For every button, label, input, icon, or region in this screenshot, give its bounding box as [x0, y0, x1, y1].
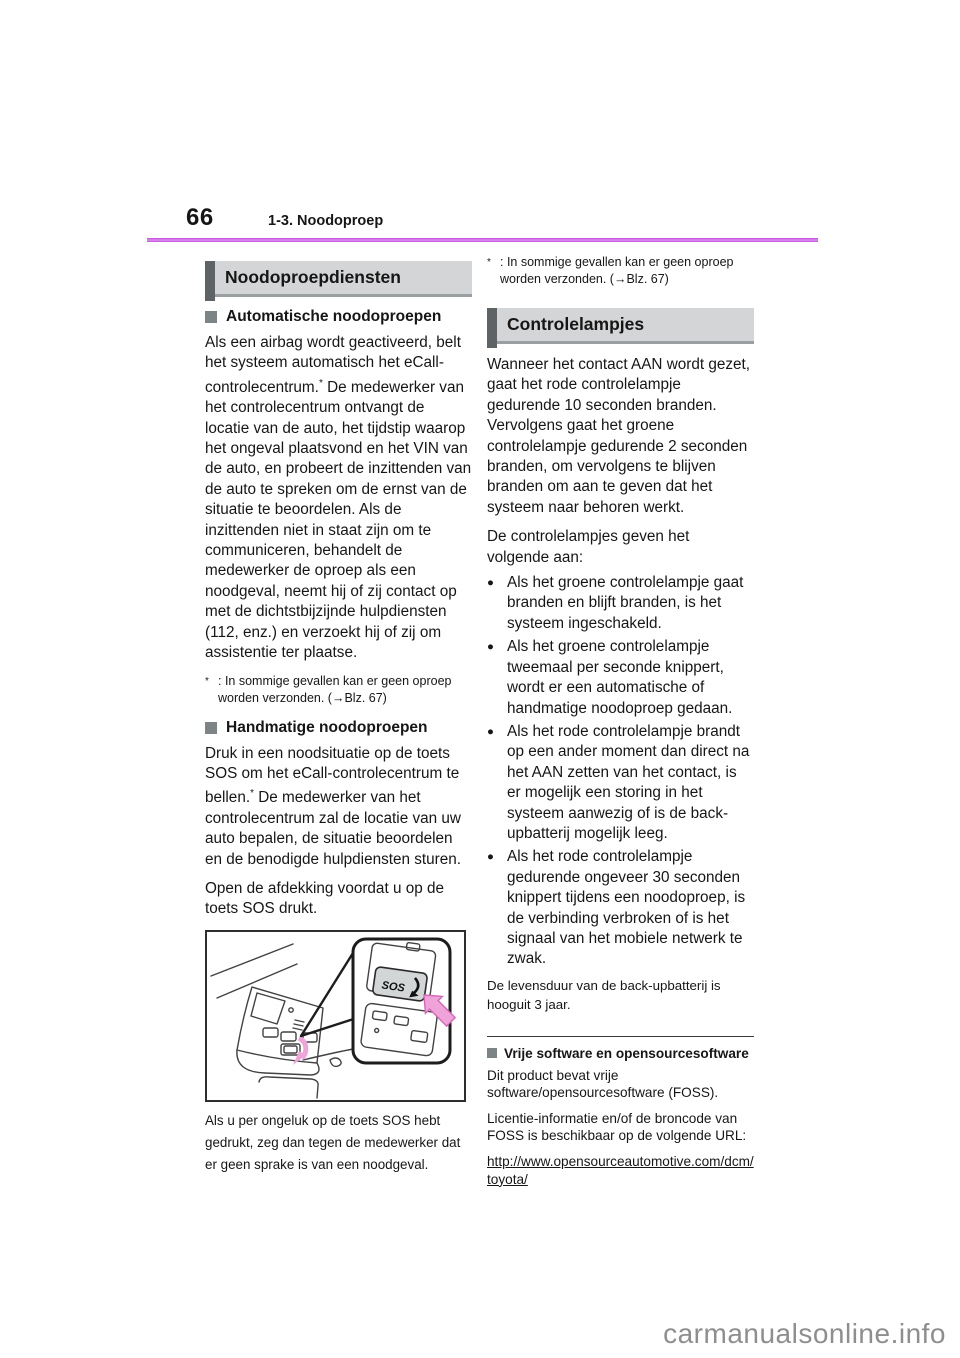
section-heading-label: Controlelampjes [497, 308, 754, 341]
watermark: carmanualsonline.info [663, 1318, 946, 1349]
console-button [263, 1028, 278, 1037]
bullet-dot-icon: ● [487, 641, 494, 654]
asterisk-icon: * [487, 257, 491, 268]
hook-detail [330, 1058, 341, 1066]
foss-paragraph-1: Dit product bevat vrije software/opensourcesoftware (FOSS). [487, 1067, 719, 1101]
section-heading-label: Noodoproepdiensten [215, 261, 472, 294]
console-body [237, 987, 323, 1063]
list-item-text: Als het groene controlelampje gaat branden en blijft branden, is het systeem ingeschakeld. [507, 574, 744, 632]
paragraph-controlelampjes-1: Wanneer het contact AAN wordt gezet, gaat het rode controlelampje gedurende 10 seconden branden. Vervolgens gaat het groene controlelampje gedurende 2 seconden branden, om vervolgens te blijven branden om aan te geven dat het systeem naar behoren werkt. [487, 356, 751, 516]
paragraph-text: De medewerker van het controlecentrum zal de locatie van uw auto bepalen, de situatie beoordelen en de benodigde hulpdiensten sturen. [205, 789, 462, 868]
footnote-left [205, 673, 472, 707]
foss-info-block [487, 1036, 754, 1189]
vent-lines [293, 1020, 304, 1030]
page-number: 66 [186, 204, 214, 231]
paragraph-automatische [205, 333, 472, 664]
square-bullet-icon [487, 1048, 497, 1058]
foss-url-link[interactable]: http://www.opensourceautomotive.com/dcm/toyota/ [487, 1153, 754, 1187]
paragraph-open-afdekking: Open de afdekking voordat u op de toets SOS drukt. [205, 879, 444, 918]
paragraph-handmatige [205, 744, 472, 870]
footnote-ref: * [250, 788, 254, 800]
paragraph-text: Als een airbag wordt geactiveerd, belt het systeem automatisch het eCall-controlecentrum. [205, 334, 461, 396]
footnote-marker [205, 673, 218, 707]
sensor-dot [289, 1008, 293, 1012]
heading-accent-bar [205, 261, 215, 301]
right-column [487, 252, 754, 1189]
section-heading-noodoproepdiensten [205, 261, 472, 294]
list-item [487, 573, 754, 634]
footnote-right [487, 254, 754, 288]
footnote-text: : In sommige gevallen kan er geen oproep worden verzonden. (→Blz. 67) [218, 673, 452, 705]
list-item-text: Als het rode controlelampje gedurende ongeveer 30 seconden knippert tijdens een noodoproep, is de verbinding verbroken of is het signaal van het mobiele netwerk te zwak. [507, 848, 746, 968]
maplight-window [251, 993, 285, 1024]
sos-cover-inner [284, 1046, 297, 1053]
footnote-text: : In sommige gevallen kan er geen oproep worden verzonden. (→Blz. 67) [500, 255, 734, 286]
rearview-mirror [259, 1077, 318, 1098]
chapter-title: 1-3. Noodoproep [268, 213, 384, 229]
subsection-handmatige [205, 719, 472, 737]
footnote-ref: * [318, 377, 323, 389]
bullet-dot-icon: ● [487, 577, 494, 590]
asterisk-icon: * [205, 675, 209, 687]
section-heading-controlelampjes [487, 308, 754, 341]
header-accent-rule [147, 238, 818, 242]
subsection-label: Automatische noodoproepen [226, 308, 442, 325]
foss-heading-label: Vrije software en opensourcesoftware [504, 1045, 749, 1061]
sos-button-label: SOS [380, 979, 406, 995]
left-column [205, 261, 472, 1176]
list-item [487, 847, 754, 969]
battery-note: De levensduur van de back-upbatterij is hooguit 3 jaar. [487, 977, 721, 1012]
list-item [487, 722, 754, 844]
footnote-marker [487, 254, 500, 288]
square-bullet-icon [205, 311, 217, 323]
paragraph-text: Druk in een noodsituatie op de toets SOS om het eCall-controlecentrum te bellen. [205, 744, 460, 807]
list-item [487, 637, 754, 719]
foss-paragraph-2: Licentie-informatie en/of de broncode van FOSS is beschikbaar op de volgende URL: [487, 1110, 747, 1144]
heading-accent-bar [487, 308, 497, 348]
sos-button-illustration [205, 930, 466, 1102]
bullet-dot-icon: ● [487, 725, 494, 738]
subsection-automatische [205, 308, 472, 326]
console-line-art [207, 932, 464, 1100]
list-item-text: Als het groene controlelampje tweemaal per seconde knippert, wordt er een automatische of handmatige noodoproep gedaan. [507, 638, 733, 717]
paragraph-controlelampjes-2: De controlelampjes geven het volgende aan: [487, 528, 690, 566]
console-button [281, 1032, 296, 1041]
list-item-text: Als het rode controlelampje brandt op een ander moment dan direct na het AAN zetten van het contact, is er mogelijk een storing in het systeem aanwezig of is de back-upbatterij mogelijk leeg. [507, 722, 750, 842]
bullet-dot-icon: ● [487, 851, 494, 864]
paragraph-text: De medewerker van het controlecentrum ontvangt de locatie van de auto, het tijdstip waarop het ongeval plaatsvond en het VIN van de auto, en probeert de inzittenden van de auto te spreken om de ernst van de situatie te beoordelen. Als de inzittenden niet in staat zijn om te communiceren, behandelt de medewerker de oproep als een noodgeval, neemt hij of zij contact op met de dichtstbijzijnde hulpdiensten (112, enz.) en verzoekt hij of zij om assistentie ter plaatse. [205, 378, 472, 662]
square-bullet-icon [205, 722, 217, 734]
foss-heading [487, 1046, 754, 1061]
figure-caption: Als u per ongeluk op de toets SOS hebt gedrukt, zeg dan tegen de medewerker dat er geen sprake is van een noodgeval. [205, 1112, 461, 1172]
subsection-label: Handmatige noodoproepen [226, 718, 428, 736]
headliner-line [303, 1049, 353, 1060]
